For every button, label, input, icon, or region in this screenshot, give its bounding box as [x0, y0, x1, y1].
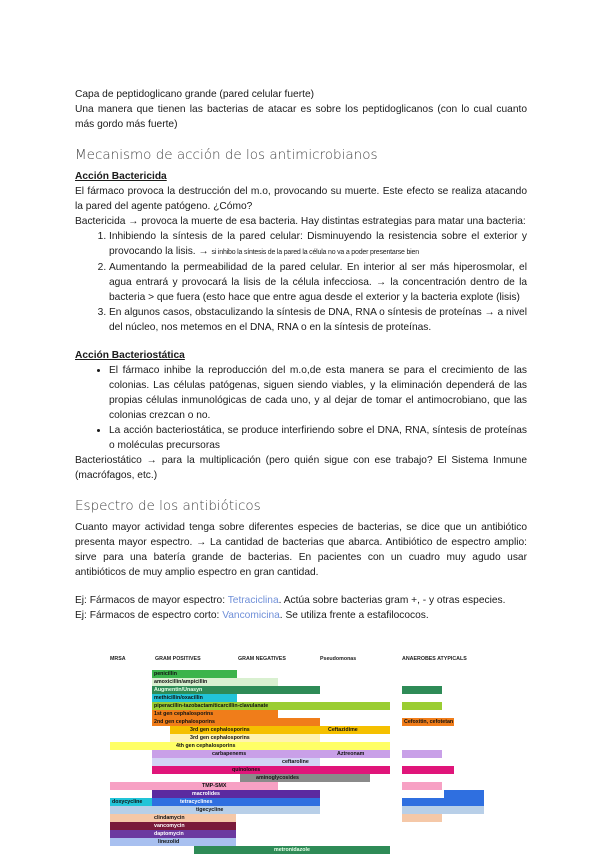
spectrum-paragraph: Cuanto mayor actividad tenga sobre diferentes especies de bacterias, se dice que un antibiótico presenta mayor espectro. → La cantidad de bacterias que abarca. Antibiótico de espectro amplio: sirve para una batería grande de bacterias. En pacientes con un cuadro muy agudo usar antibióticos de muy amplio espectro en gran cantidad.: [75, 522, 527, 578]
heading-bacteriostatica: Acción Bacteriostática: [75, 350, 185, 361]
bar-1st-gen: 1st gen cephalosporins: [152, 710, 278, 718]
bar-aztreonam: Aztreonam: [335, 750, 390, 758]
bar-moxifloxacin: [402, 766, 454, 774]
bar-3rd-gen-b: 3rd gen cephalosporins: [170, 734, 320, 742]
bar-3rd-gen: 3rd gen cephalosporins: [170, 726, 320, 734]
bar-piperacillin-anaerobes: [402, 702, 442, 710]
antibiotic-spectrum-chart: [110, 656, 490, 853]
bar-tetracyclines: tetracyclines: [152, 798, 320, 806]
bar-augmentin-anaerobes: [402, 686, 442, 694]
bar-metronidazole: metronidazole: [194, 846, 390, 854]
bactericida-list: [75, 229, 527, 335]
bar-tmp-smx-atypicals: [402, 782, 442, 790]
bar-penicillin: penicillin: [152, 670, 237, 678]
bar-augmentin: Augmentin/Unasyn: [152, 686, 320, 694]
list-item: • La acción bacteriostática, se produce interfiriendo sobre el DNA, RNA, síntesis de proteínas o moléculas precursoras: [109, 423, 527, 453]
list-item: 1. Inhibiendo la síntesis de la pared celular: Disminuyendo la resistencia sobre el exterior y provocando la lisis. → si inhibo la síntesis de la pared la célula no va a poder presentarse bien: [109, 229, 527, 260]
bar-aminoglycosides: aminoglycosides: [240, 774, 370, 782]
example-narrow-spectrum: Ej: Fármacos de espectro corto: Vancomicina. Se utiliza frente a estafilococos.: [75, 610, 429, 621]
bar-daptomycin: daptomycin: [110, 830, 236, 838]
bar-macrolides: macrolides: [152, 790, 320, 798]
column-header: GRAM POSITIVES: [155, 656, 201, 662]
bacteriostatica-list: [75, 363, 527, 453]
bar-tigecycline-anaerobes: [402, 806, 484, 814]
document-page: [75, 87, 527, 623]
list-item: • El fármaco inhibe la reproducción del m.o,de esta manera se para el crecimiento de las colonias. Las células patógenas, siguen siendo viables, y la eliminación dependerá de las propias células inmunológicas de cada uno, y al dejar de tomar el antimocrobiano, que las colonias crezcan o no.: [109, 363, 527, 423]
bar-piperacillin: piperacillin-tazobactam/ticarcillin-clavulanate: [152, 702, 390, 710]
column-header: Pseudomonas: [320, 656, 357, 662]
bar-tigecycline: tigecycline: [110, 806, 320, 814]
section-title-spectrum: Espectro de los antibióticos: [75, 498, 261, 514]
example-broad-spectrum: Ej: Fármacos de mayor espectro: Tetraciclina. Actúa sobre bacterias gram +, - y otras especies.: [75, 595, 506, 606]
bar-ceftaroline: ceftaroline: [152, 758, 320, 766]
list-item: 3. En algunos casos, obstaculizando la síntesis de DNA, RNA o síntesis de proteínas → a nivel del núcleo, nos metemos en el DNA, RNA o en la síntesis de proteínas.: [109, 305, 527, 335]
bar-amoxicillin: amoxicillin/ampicillin: [152, 678, 278, 686]
column-header: ANAEROBES ATYPICALS: [402, 656, 467, 662]
bar-4th-gen: 4th gen cephalosporins: [110, 742, 320, 750]
bacteriostatica-paragraph: Bacteriostático → para la multiplicación (pero quién sigue con ese trabajo? El Sistema Inmune (macrófagos, etc.): [75, 455, 527, 481]
bar-clindamycin: clindamycin: [110, 814, 236, 822]
intro-line-1: Capa de peptidoglicano grande (pared celular fuerte): [75, 89, 314, 100]
column-header: MRSA: [110, 656, 126, 662]
section-title-mechanism: Mecanismo de acción de los antimicrobianos: [75, 147, 378, 163]
bar-4th-gen-pseudo: [320, 742, 390, 750]
bar-vancomycin: vancomycin: [110, 822, 236, 830]
bar-ceftazidime: Ceftazidime: [320, 726, 390, 734]
bactericida-paragraph-1: El fármaco provoca la destrucción del m.o, provocando su muerte. Este efecto se realiza atacando la pared del agente patógeno. ¿Cómo?: [75, 186, 527, 212]
bar-linezolid: linezolid: [110, 838, 236, 846]
bar-quinolones: quinolones: [152, 766, 390, 774]
heading-bactericida: Acción Bactericida: [75, 171, 167, 182]
bar-2nd-gen: 2nd gen cephalosporins: [152, 718, 320, 726]
bar-carbapenems-anaerobes: [402, 750, 442, 758]
bar-tmp-smx: TMP-SMX: [110, 782, 278, 790]
drug-vancomicina: Vancomicina: [222, 610, 280, 621]
intro-line-2: Una manera que tienen las bacterias de atacar es sobre los peptidoglicanos (con lo cual cuanto más gordo más fuerte): [75, 104, 527, 130]
bactericida-paragraph-2: Bactericida → provoca la muerte de esa bacteria. Hay distintas estrategias para matar una bacteria:: [75, 216, 526, 227]
bar-carbapenems: carbapenems: [152, 750, 390, 758]
bar-cefoxitin: Cefoxitin, cefotetan: [404, 719, 454, 725]
column-header: GRAM NEGATIVES: [238, 656, 286, 662]
bar-tetracyclines-anaerobes: [402, 798, 484, 806]
bar-clindamycin-anaerobes: [402, 814, 442, 822]
drug-tetraciclina: Tetraciclina: [227, 595, 279, 606]
bar-doxycycline: doxycycline: [110, 798, 152, 806]
list-item: 2. Aumentando la permeabilidad de la pared celular. En interior al ser más hiperosmolar, el agua entrará y provocará la lisis de la célula infecciosa. → la concentración dentro de la bacteria > que fuera (esto hace que entre agua desde el exterior y la bacteria explote (lisis): [109, 260, 527, 305]
bar-methicillin: methicillin/oxacillin: [152, 694, 237, 702]
bar-macrolides-atypicals: [444, 790, 484, 798]
